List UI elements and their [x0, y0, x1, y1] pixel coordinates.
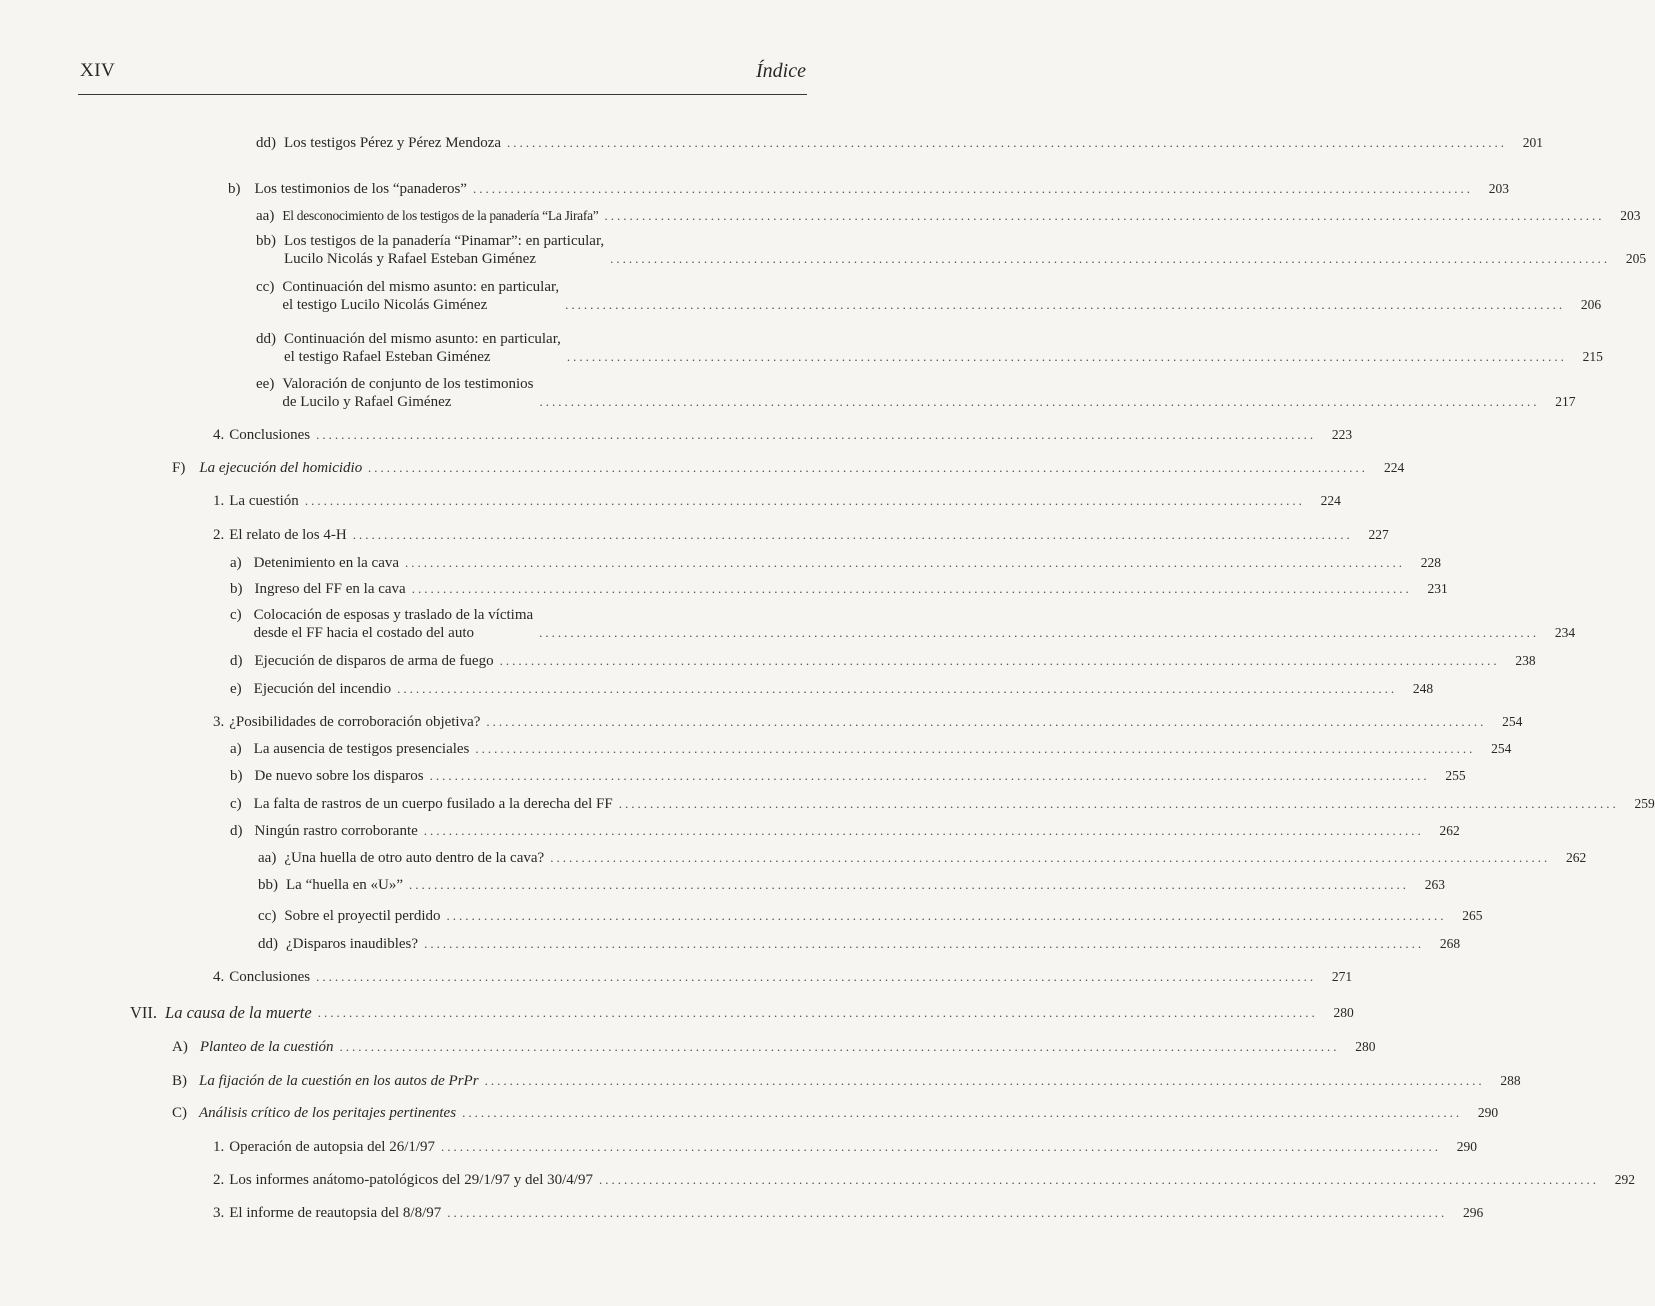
toc-label: c) — [230, 607, 242, 623]
toc-title: Los testimonios de los “panaderos” — [254, 181, 467, 197]
toc-page: 290 — [1456, 1139, 1478, 1154]
toc-title-continued: Lucilo Nicolás y Rafael Esteban Giménez — [284, 251, 536, 267]
toc-title: El informe de reautopsia del 8/8/97 — [229, 1205, 442, 1221]
toc-label: 1. — [213, 1139, 225, 1155]
toc-page: 262 — [1565, 850, 1587, 865]
toc-title: El relato de los 4-H — [229, 527, 347, 543]
toc-page: 254 — [1491, 741, 1512, 756]
toc-page: 217 — [1555, 394, 1576, 409]
toc-label: B) — [172, 1073, 187, 1089]
toc-leader — [610, 250, 1610, 268]
toc-label: C) — [172, 1105, 187, 1121]
toc-page: 259 — [1634, 796, 1655, 811]
toc-entry — [258, 935, 1461, 953]
toc-title: Ejecución de disparos de arma de fuego — [254, 653, 494, 669]
toc-label: A) — [172, 1039, 188, 1055]
toc-leader — [485, 1072, 1485, 1090]
toc-entry — [130, 1003, 1354, 1022]
toc-page: 201 — [1522, 135, 1544, 150]
toc-label: a) — [230, 741, 242, 757]
toc-entry — [172, 1038, 1376, 1056]
toc-title: Los testigos de la panadería “Pinamar”: en particular, — [284, 233, 605, 249]
toc-label: 2. — [213, 1172, 225, 1188]
toc-title: Análisis crítico de los peritajes pertinentes — [199, 1105, 457, 1121]
toc-label: dd) — [258, 936, 278, 952]
toc-page: 263 — [1424, 877, 1446, 892]
toc-title: Ingreso del FF en la cava — [254, 581, 406, 597]
toc-title: La cuestión — [229, 493, 299, 509]
toc-label: 3. — [213, 1205, 225, 1221]
toc-entry — [256, 278, 1602, 314]
toc-title: De nuevo sobre los disparos — [254, 768, 424, 784]
toc-label: 2. — [213, 527, 225, 543]
toc-page: 254 — [1502, 714, 1523, 729]
toc-title: ¿Posibilidades de corroboración objetiva? — [229, 714, 481, 730]
toc-entry — [230, 740, 1512, 758]
toc-page: 203 — [1488, 181, 1509, 196]
toc-page: 248 — [1412, 681, 1434, 696]
toc-leader — [599, 1171, 1599, 1189]
toc-title-continued: de Lucilo y Rafael Giménez — [282, 394, 452, 410]
toc-label: b) — [228, 181, 241, 197]
toc-leader — [353, 526, 1353, 544]
toc-page: 288 — [1500, 1073, 1521, 1088]
toc-label: cc) — [256, 279, 275, 295]
toc-page: 228 — [1420, 555, 1442, 570]
toc-entry — [213, 426, 1353, 444]
toc-label: d) — [230, 653, 243, 669]
toc-leader — [462, 1104, 1462, 1122]
toc-page: 262 — [1439, 823, 1460, 838]
toc-page: 265 — [1462, 908, 1483, 923]
toc-entry — [258, 849, 1587, 867]
toc-label: a) — [230, 555, 242, 571]
toc-page: 206 — [1580, 297, 1602, 312]
toc-leader — [540, 393, 1540, 411]
toc-page: 231 — [1427, 581, 1448, 596]
toc-entry — [172, 1104, 1499, 1122]
toc-entry — [213, 968, 1353, 986]
toc-leader — [565, 296, 1565, 314]
toc-leader — [368, 459, 1368, 477]
toc-label: VII. — [130, 1003, 158, 1022]
toc-entry — [213, 1171, 1635, 1189]
toc-label: 4. — [213, 427, 225, 443]
toc-entry — [228, 180, 1509, 198]
toc-label: dd) — [256, 135, 276, 151]
toc-entry — [256, 375, 1576, 411]
toc-entry — [172, 1072, 1521, 1090]
toc-leader — [424, 935, 1424, 953]
toc-leader — [405, 554, 1405, 572]
toc-label: b) — [230, 768, 243, 784]
toc-label: 4. — [213, 969, 225, 985]
toc-label: cc) — [258, 908, 277, 924]
toc-title: La fijación de la cuestión en los autos de PrPr — [199, 1073, 479, 1089]
toc-entry — [230, 822, 1460, 840]
toc-title: Continuación del mismo asunto: en particular, — [284, 331, 561, 347]
toc-entry — [230, 767, 1466, 785]
toc-label: aa) — [256, 208, 275, 224]
toc-title-continued: el testigo Rafael Esteban Giménez — [284, 349, 491, 365]
toc-page: 255 — [1445, 768, 1466, 783]
toc-entry — [230, 580, 1448, 598]
toc-leader — [412, 580, 1412, 598]
toc-title: ¿Disparos inaudibles? — [286, 936, 419, 952]
toc-title: ¿Una huella de otro auto dentro de la cava? — [284, 850, 545, 866]
toc-title: La causa de la muerte — [165, 1003, 312, 1022]
toc-title: Ningún rastro corroborante — [254, 823, 418, 839]
toc-title: El desconocimiento de los testigos de la panadería “La Jirafa” — [282, 208, 599, 223]
toc-label: e) — [230, 681, 242, 697]
toc-leader — [486, 713, 1486, 731]
toc-page: 280 — [1355, 1039, 1376, 1054]
toc-label: d) — [230, 823, 243, 839]
toc-page: 238 — [1515, 653, 1536, 668]
toc-label: bb) — [256, 233, 276, 249]
toc-leader — [475, 740, 1475, 758]
toc-label: 3. — [213, 714, 225, 730]
toc-entry — [256, 232, 1647, 268]
toc-leader — [424, 822, 1424, 840]
toc-entry — [213, 1204, 1484, 1222]
toc-page: 296 — [1463, 1205, 1484, 1220]
toc-entry — [258, 876, 1446, 894]
toc-leader — [550, 849, 1550, 867]
toc-title: Ejecución del incendio — [253, 681, 392, 697]
toc-leader — [447, 1204, 1447, 1222]
toc-title: La falta de rastros de un cuerpo fusilado a la derecha del FF — [253, 796, 613, 812]
toc-page: 268 — [1439, 936, 1461, 951]
toc-title: Operación de autopsia del 26/1/97 — [229, 1139, 436, 1155]
toc-title: Los informes anátomo-patológicos del 29/1/97 y del 30/4/97 — [229, 1172, 593, 1188]
toc-leader — [316, 426, 1316, 444]
toc-entry — [230, 795, 1655, 813]
toc-page: 290 — [1477, 1105, 1499, 1120]
header-rule — [78, 94, 807, 95]
toc-leader — [318, 1004, 1318, 1022]
toc-leader — [447, 907, 1447, 925]
toc-page: 280 — [1333, 1005, 1354, 1020]
toc-leader — [441, 1138, 1441, 1156]
toc-label: aa) — [258, 850, 277, 866]
toc-page: 223 — [1331, 427, 1353, 442]
toc-leader — [619, 795, 1619, 813]
toc-leader — [430, 767, 1430, 785]
toc-label: c) — [230, 796, 242, 812]
toc-label: F) — [172, 460, 186, 476]
toc-entry — [230, 554, 1442, 572]
toc-entry — [172, 459, 1405, 477]
toc-title-continued: el testigo Lucilo Nicolás Giménez — [282, 297, 488, 313]
toc-leader — [305, 492, 1305, 510]
toc-label: bb) — [258, 877, 278, 893]
toc-label: ee) — [256, 376, 275, 392]
page-number: XIV — [80, 60, 116, 81]
toc-entry — [230, 680, 1434, 698]
toc-label: b) — [230, 581, 243, 597]
toc-label: dd) — [256, 331, 276, 347]
toc-leader — [500, 652, 1500, 670]
toc-page: 271 — [1331, 969, 1353, 984]
toc-page: 215 — [1582, 349, 1603, 364]
toc-entry — [230, 652, 1536, 670]
toc-entry — [256, 330, 1603, 366]
toc-title: Valoración de conjunto de los testimonios — [282, 376, 534, 392]
toc-entry — [256, 134, 1544, 152]
toc-leader — [316, 968, 1316, 986]
toc-page: 205 — [1625, 251, 1647, 266]
toc-leader — [539, 624, 1539, 642]
toc-page: 224 — [1383, 460, 1405, 475]
toc-title: Sobre el proyectil perdido — [284, 908, 441, 924]
toc-title: Continuación del mismo asunto: en particular, — [282, 279, 560, 295]
toc-page: 234 — [1554, 625, 1576, 640]
toc-entry — [213, 1138, 1478, 1156]
toc-entry — [230, 606, 1576, 642]
toc-page: 292 — [1614, 1172, 1635, 1187]
toc-entry — [256, 207, 1641, 225]
toc-title-continued: desde el FF hacia el costado del auto — [253, 625, 475, 641]
toc-title: Detenimiento en la cava — [253, 555, 400, 571]
toc-title: Conclusiones — [229, 427, 311, 443]
toc-entry — [258, 907, 1483, 925]
toc-title: La ausencia de testigos presenciales — [253, 741, 470, 757]
toc-page: 203 — [1620, 208, 1641, 223]
toc-leader — [397, 680, 1397, 698]
toc-entry — [213, 492, 1341, 510]
toc-entry — [213, 713, 1523, 731]
toc-leader — [604, 207, 1604, 225]
toc-page: 224 — [1320, 493, 1341, 508]
toc-title: Planteo de la cuestión — [199, 1039, 334, 1055]
toc-title: Conclusiones — [229, 969, 311, 985]
toc-title: Colocación de esposas y traslado de la víctima — [253, 607, 534, 623]
toc-leader — [409, 876, 1409, 894]
toc-leader — [473, 180, 1473, 198]
toc-title: La ejecución del homicidio — [199, 460, 363, 476]
toc-leader — [507, 134, 1507, 152]
toc-leader — [567, 348, 1567, 366]
toc-leader — [340, 1038, 1340, 1056]
toc-title: Los testigos Pérez y Pérez Mendoza — [284, 135, 502, 151]
running-header: Índice — [756, 60, 806, 82]
toc-label: 1. — [213, 493, 225, 509]
toc-entry — [213, 526, 1389, 544]
toc-page: 227 — [1368, 527, 1389, 542]
toc-title: La “huella en «U»” — [286, 877, 404, 893]
